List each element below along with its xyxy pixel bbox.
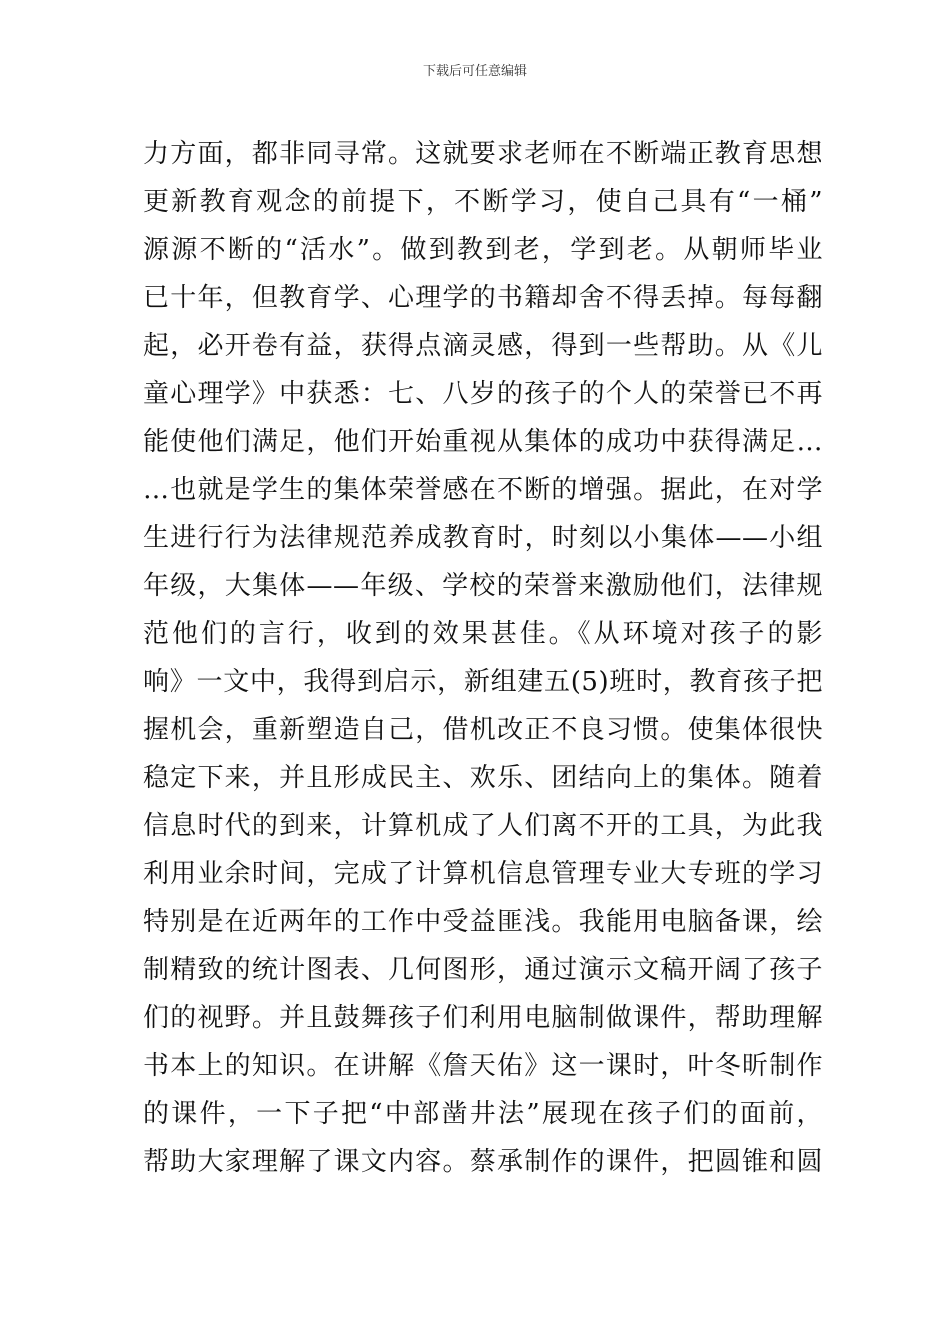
text-line: 帮助大家理解了课文内容。蔡承制作的课件，把圆锥和圆 — [143, 1147, 823, 1177]
text-line: 制精致的统计图表、几何图形，通过演示文稿开阔了孩子 — [143, 955, 823, 985]
text-line: 已十年，但教育学、心理学的书籍却舍不得丢掉。每每翻 — [143, 283, 823, 313]
page-header: 下载后可任意编辑 — [422, 64, 527, 79]
text-line: 范他们的言行，收到的效果甚佳。《从环境对孩子的影 — [143, 619, 823, 649]
text-line: 利用业余时间，完成了计算机信息管理专业大专班的学习 — [143, 859, 823, 889]
text-line: 童心理学》中获悉：七、八岁的孩子的个人的荣誉已不再 — [143, 379, 823, 409]
text-line: 更新教育观念的前提下，不断学习，使自己具有“一桶” — [143, 187, 823, 217]
text-line: 的课件，一下子把“中部凿井法”展现在孩子们的面前， — [143, 1099, 823, 1129]
text-line: 特别是在近两年的工作中受益匪浅。我能用电脑备课，绘 — [143, 907, 823, 937]
text-line: 响》一文中，我得到启示，新组建五(5)班时，教育孩子把 — [143, 667, 823, 697]
text-line: 稳定下来，并且形成民主、欢乐、团结向上的集体。随着 — [143, 763, 823, 793]
text-line: 年级，大集体——年级、学校的荣誉来激励他们，法律规 — [143, 571, 823, 601]
text-line: 能使他们满足，他们开始重视从集体的成功中获得满足… — [143, 427, 823, 457]
text-line: 源源不断的“活水”。做到教到老，学到老。从朝师毕业 — [143, 235, 823, 265]
text-line: 握机会，重新塑造自己，借机改正不良习惯。使集体很快 — [143, 715, 823, 745]
text-line: 生进行行为法律规范养成教育时，时刻以小集体——小组 — [143, 523, 823, 553]
text-line: 力方面，都非同寻常。这就要求老师在不断端正教育思想 — [143, 139, 823, 169]
text-line: …也就是学生的集体荣誉感在不断的增强。据此，在对学 — [143, 475, 823, 505]
text-line: 书本上的知识。在讲解《詹天佑》这一课时，叶冬昕制作 — [143, 1051, 823, 1081]
text-line: 信息时代的到来，计算机成了人们离不开的工具，为此我 — [143, 811, 823, 841]
body-text — [143, 130, 823, 1186]
text-line: 起，必开卷有益，获得点滴灵感，得到一些帮助。从《儿 — [143, 331, 823, 361]
text-line: 们的视野。并且鼓舞孩子们利用电脑制做课件，帮助理解 — [143, 1003, 823, 1033]
